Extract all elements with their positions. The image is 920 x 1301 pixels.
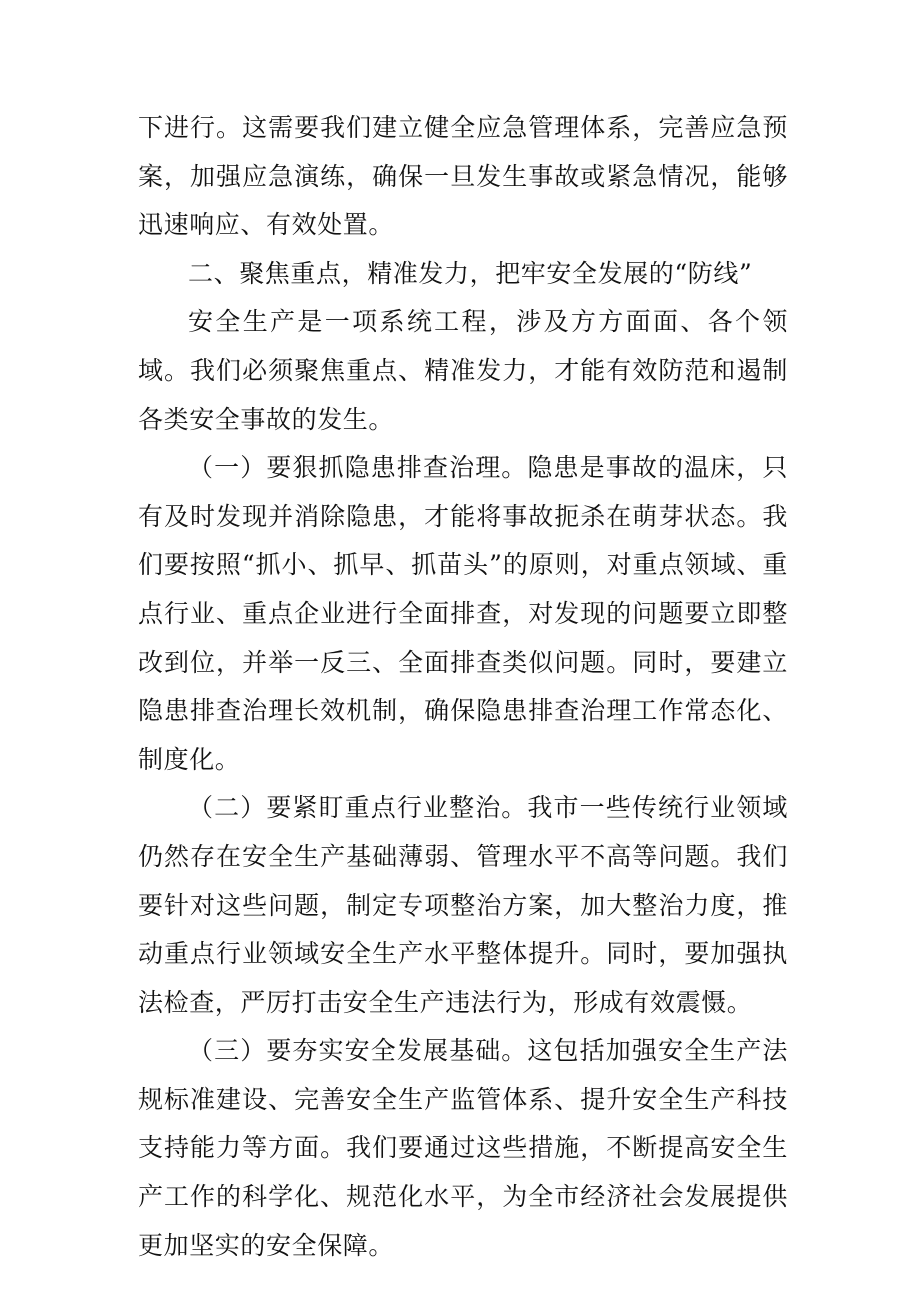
paragraph-item-1: （一）要狠抓隐患排查治理。隐患是事故的温床，只有及时发现并消除隐患，才能将事故扼杀在萌芽状态。我们要按照“抓小、抓早、抓苗头”的原则，对重点领域、重点行业、重点企业进行全面排查，对发现的问题要立即整改到位，并举一反三、全面排查类似问题。同时，要建立隐患排查治理长效机制，确保隐患排查治理工作常态化、制度化。 [138,453,788,774]
paragraph-item-3: （三）要夯实安全发展基础。这包括加强安全生产法规标准建设、完善安全生产监管体系、提升安全生产科技支持能力等方面。我们要通过这些措施，不断提高安全生产工作的科学化、规范化水平，为全市经济社会发展提供更加坚实的安全保障。 [138,1036,788,1260]
paragraph-item-2: （二）要紧盯重点行业整治。我市一些传统行业领域仍然存在安全生产基础薄弱、管理水平不高等问题。我们要针对这些问题，制定专项整治方案，加大整治力度，推动重点行业领域安全生产水平整体提升。同时，要加强执法检查，严厉打击安全生产违法行为，形成有效震慑。 [138,793,788,1017]
section-heading: 二、聚焦重点，精准发力，把牢安全发展的“防线” [188,258,753,288]
paragraph-continued: 下进行。这需要我们建立健全应急管理体系，完善应急预案，加强应急演练，确保一旦发生事故或紧急情况，能够迅速响应、有效处置。 [138,113,788,240]
paragraph-intro: 安全生产是一项系统工程，涉及方方面面、各个领域。我们必须聚焦重点、精准发力，才能有效防范和遏制各类安全事故的发生。 [138,307,788,434]
document-body [138,104,788,1270]
